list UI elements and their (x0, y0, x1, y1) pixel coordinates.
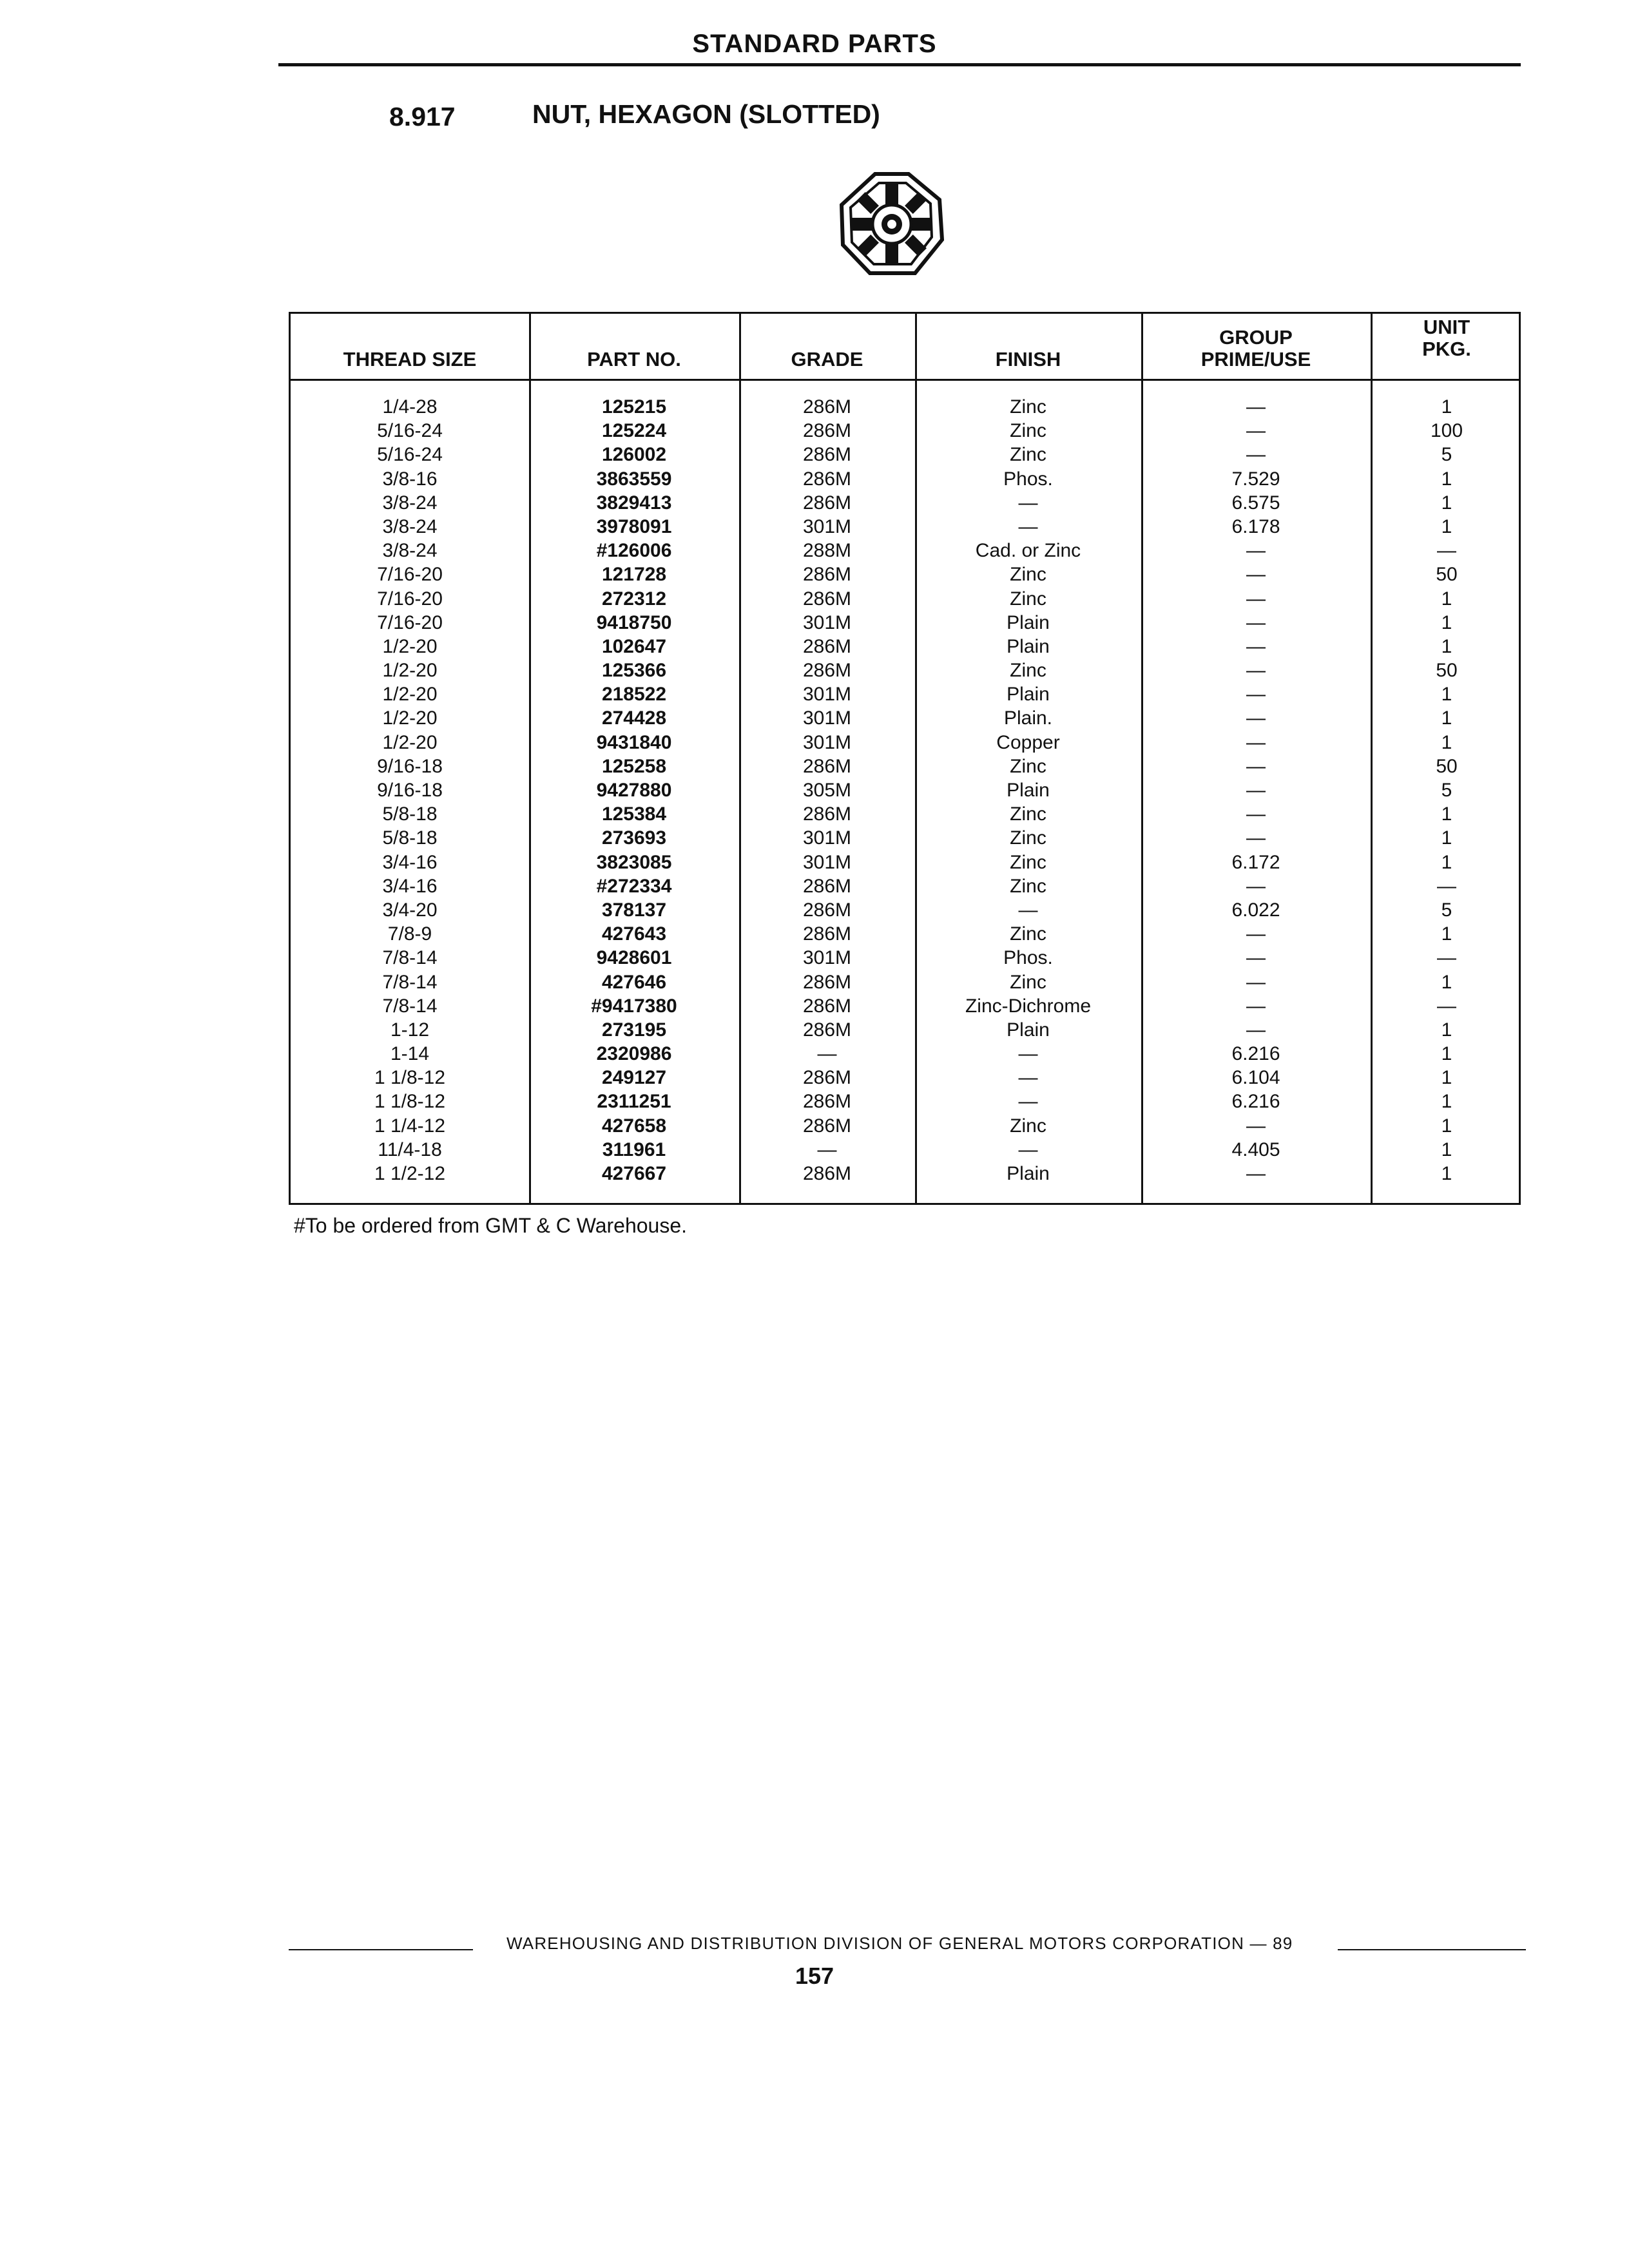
cell-part-no: #272334 (596, 875, 672, 897)
cell-group-prime-use: — (1246, 444, 1266, 466)
cell-thread-size: 1/4-28 (382, 396, 438, 418)
cell-thread-size: 1/2-20 (382, 635, 438, 657)
section-number: 8.917 (389, 102, 456, 131)
cell-unit-pkg: 1 (1441, 684, 1452, 706)
cell-finish: Copper (996, 731, 1060, 753)
cell-group-prime-use: 6.216 (1231, 1043, 1280, 1065)
table-row (291, 467, 1519, 491)
cell-group-prime-use: — (1246, 396, 1266, 418)
cell-group-prime-use: 6.178 (1231, 515, 1280, 537)
table-row (291, 802, 1519, 826)
cell-unit-pkg: — (1437, 540, 1456, 562)
cell-finish: Cad. or Zinc (975, 540, 1081, 562)
cell-thread-size: 3/8-16 (382, 468, 438, 490)
cell-thread-size: 5/8-18 (382, 803, 438, 825)
table-row (291, 419, 1519, 443)
cell-finish: Zinc (1010, 971, 1046, 993)
cell-grade: 286M (802, 995, 852, 1017)
cell-grade: 301M (802, 707, 852, 729)
cell-grade: 301M (802, 684, 852, 706)
col-header-group-line2: PRIME/USE (1200, 348, 1311, 371)
cell-finish: — (1018, 1091, 1038, 1113)
cell-unit-pkg: 1 (1441, 803, 1452, 825)
table-row (291, 850, 1519, 874)
table-row (291, 515, 1519, 539)
cell-group-prime-use: 6.022 (1231, 899, 1280, 921)
table-row (291, 706, 1519, 730)
table-row (291, 395, 1519, 419)
table-row (291, 562, 1519, 586)
cell-thread-size: 1-12 (390, 1019, 430, 1041)
header-rule (278, 63, 1521, 66)
cell-unit-pkg: 1 (1441, 588, 1452, 610)
cell-thread-size: 7/16-20 (377, 564, 443, 586)
cell-finish: Zinc-Dichrome (965, 995, 1092, 1017)
cell-grade: 286M (802, 755, 852, 777)
cell-unit-pkg: 1 (1441, 923, 1452, 945)
cell-grade: 286M (802, 635, 852, 657)
cell-unit-pkg: 1 (1441, 635, 1452, 657)
cell-thread-size: 1/2-20 (382, 707, 438, 729)
cell-part-no: 378137 (601, 899, 667, 921)
table-row (291, 1018, 1519, 1042)
cell-unit-pkg: 1 (1441, 1043, 1452, 1065)
table-row (291, 826, 1519, 850)
cell-group-prime-use: — (1246, 947, 1266, 969)
cell-finish: — (1018, 492, 1038, 514)
header-divider (291, 379, 1519, 381)
cell-grade: 286M (802, 420, 852, 442)
table-row (291, 611, 1519, 635)
cell-part-no: 218522 (601, 684, 667, 706)
cell-unit-pkg: 100 (1430, 420, 1463, 442)
cell-thread-size: 1 1/4-12 (374, 1115, 446, 1137)
cell-group-prime-use: 4.405 (1231, 1139, 1280, 1160)
cell-thread-size: 7/8-9 (387, 923, 432, 945)
cell-part-no: 272312 (601, 588, 667, 610)
cell-thread-size: 1-14 (390, 1043, 430, 1065)
table-row (291, 874, 1519, 898)
cell-grade: 286M (802, 899, 852, 921)
cell-finish: Plain (1007, 611, 1050, 633)
cell-thread-size: 1 1/2-12 (374, 1163, 446, 1184)
cell-finish: Plain (1007, 1019, 1050, 1041)
cell-grade: 286M (802, 564, 852, 586)
cell-group-prime-use: 7.529 (1231, 468, 1280, 490)
cell-unit-pkg: — (1437, 947, 1456, 969)
cell-unit-pkg: — (1437, 995, 1456, 1017)
cell-group-prime-use: — (1246, 971, 1266, 993)
footnote: #To be ordered from GMT & C Warehouse. (294, 1214, 688, 1237)
cell-unit-pkg: 5 (1441, 444, 1452, 466)
table-row (291, 1066, 1519, 1090)
cell-group-prime-use: — (1246, 564, 1266, 586)
cell-finish: Zinc (1010, 396, 1046, 418)
table-row (291, 491, 1519, 515)
cell-grade: 301M (802, 851, 852, 873)
cell-finish: — (1018, 1043, 1038, 1065)
cell-grade: 305M (802, 780, 852, 801)
cell-thread-size: 5/8-18 (382, 827, 438, 849)
cell-part-no: 3978091 (596, 515, 672, 537)
cell-thread-size: 7/8-14 (382, 947, 438, 969)
cell-unit-pkg: 1 (1441, 1115, 1452, 1137)
cell-thread-size: 3/8-24 (382, 492, 438, 514)
table-row (291, 587, 1519, 611)
cell-grade: 286M (802, 1067, 852, 1089)
cell-unit-pkg: 1 (1441, 827, 1452, 849)
cell-finish: — (1018, 1139, 1038, 1160)
table-row (291, 1138, 1519, 1162)
cell-grade: 286M (802, 468, 852, 490)
cell-finish: — (1018, 899, 1038, 921)
cell-part-no: 427667 (601, 1163, 667, 1184)
cell-unit-pkg: 50 (1436, 755, 1458, 777)
cell-unit-pkg: 1 (1441, 611, 1452, 633)
page-number: 157 (795, 1963, 834, 1989)
table-row (291, 898, 1519, 922)
cell-grade: 286M (802, 444, 852, 466)
cell-unit-pkg: 1 (1441, 1019, 1452, 1041)
cell-grade: 301M (802, 731, 852, 753)
cell-part-no: 311961 (602, 1139, 666, 1160)
cell-finish: Zinc (1010, 827, 1046, 849)
cell-group-prime-use: — (1246, 1115, 1266, 1137)
cell-thread-size: 7/16-20 (377, 588, 443, 610)
cell-part-no: 126002 (601, 444, 667, 466)
cell-thread-size: 5/16-24 (377, 444, 443, 466)
cell-part-no: 249127 (601, 1067, 667, 1089)
page-header-title: STANDARD PARTS (692, 30, 937, 58)
cell-group-prime-use: — (1246, 995, 1266, 1017)
cell-thread-size: 5/16-24 (377, 420, 443, 442)
cell-thread-size: 7/16-20 (377, 611, 443, 633)
cell-unit-pkg: 1 (1441, 1139, 1452, 1160)
cell-grade: 301M (802, 515, 852, 537)
cell-group-prime-use: 6.104 (1231, 1067, 1280, 1089)
cell-unit-pkg: 5 (1441, 899, 1452, 921)
cell-group-prime-use: 6.216 (1231, 1091, 1280, 1113)
cell-thread-size: 3/4-16 (382, 875, 438, 897)
cell-grade: 286M (802, 1019, 852, 1041)
cell-part-no: 3829413 (596, 492, 672, 514)
cell-group-prime-use: 6.575 (1231, 492, 1280, 514)
cell-finish: Zinc (1010, 444, 1046, 466)
cell-grade: — (817, 1043, 837, 1065)
cell-unit-pkg: — (1437, 875, 1456, 897)
cell-thread-size: 1/2-20 (382, 660, 438, 682)
table-row (291, 731, 1519, 754)
cell-group-prime-use: — (1246, 731, 1266, 753)
table-row (291, 1114, 1519, 1138)
cell-finish: Plain (1007, 780, 1050, 801)
cell-grade: 286M (802, 923, 852, 945)
cell-grade: 288M (802, 540, 852, 562)
table-row (291, 635, 1519, 658)
cell-unit-pkg: 1 (1441, 515, 1452, 537)
cell-unit-pkg: 5 (1441, 780, 1452, 801)
cell-unit-pkg: 1 (1441, 971, 1452, 993)
col-header-group-prime-use (1141, 314, 1371, 379)
cell-part-no: 9427880 (596, 780, 672, 801)
cell-finish: — (1018, 1067, 1038, 1089)
cell-finish: Zinc (1010, 851, 1046, 873)
cell-grade: 286M (802, 971, 852, 993)
cell-unit-pkg: 1 (1441, 707, 1452, 729)
cell-part-no: 274428 (601, 707, 667, 729)
slotted-hex-nut-icon (836, 169, 947, 280)
cell-unit-pkg: 1 (1441, 468, 1452, 490)
cell-finish: Phos. (1003, 947, 1053, 969)
cell-part-no: 427658 (601, 1115, 667, 1137)
cell-grade: 301M (802, 947, 852, 969)
parts-table (289, 312, 1521, 1205)
table-row (291, 1042, 1519, 1066)
cell-group-prime-use: — (1246, 780, 1266, 801)
cell-grade: 286M (802, 492, 852, 514)
cell-part-no: 427646 (601, 971, 667, 993)
cell-grade: 286M (802, 803, 852, 825)
cell-unit-pkg: 1 (1441, 396, 1452, 418)
cell-group-prime-use: — (1246, 635, 1266, 657)
cell-thread-size: 1 1/8-12 (374, 1067, 446, 1089)
cell-thread-size: 11/4-18 (378, 1139, 442, 1160)
cell-part-no: 125366 (601, 660, 667, 682)
cell-part-no: 9428601 (596, 947, 672, 969)
cell-thread-size: 9/16-18 (377, 755, 443, 777)
cell-finish: Plain (1007, 635, 1050, 657)
table-row (291, 658, 1519, 682)
cell-part-no: 9431840 (596, 731, 672, 753)
col-header-grade (739, 314, 915, 379)
cell-finish: Zinc (1010, 588, 1046, 610)
table-row (291, 778, 1519, 802)
cell-group-prime-use: — (1246, 611, 1266, 633)
table-row (291, 539, 1519, 562)
cell-grade: — (817, 1139, 837, 1160)
footer-rule-right (1338, 1949, 1526, 1950)
cell-part-no: #9417380 (591, 995, 677, 1017)
cell-unit-pkg: 50 (1436, 660, 1458, 682)
cell-part-no: 125258 (601, 755, 667, 777)
cell-unit-pkg: 50 (1436, 564, 1458, 586)
cell-group-prime-use: — (1246, 660, 1266, 682)
table-row (291, 922, 1519, 946)
cell-finish: Plain (1007, 1163, 1050, 1184)
table-row (291, 443, 1519, 466)
cell-part-no: 125384 (601, 803, 667, 825)
cell-group-prime-use: — (1246, 803, 1266, 825)
cell-group-prime-use: — (1246, 707, 1266, 729)
cell-unit-pkg: 1 (1441, 492, 1452, 514)
cell-group-prime-use: — (1246, 1019, 1266, 1041)
cell-thread-size: 1/2-20 (382, 684, 438, 706)
cell-thread-size: 3/4-16 (382, 851, 438, 873)
cell-part-no: 3823085 (596, 851, 672, 873)
cell-part-no: 2311251 (597, 1091, 671, 1113)
col-header-finish (915, 314, 1141, 379)
col-header-thread-size (291, 314, 529, 379)
cell-grade: 301M (802, 611, 852, 633)
cell-part-no: 3863559 (596, 468, 672, 490)
cell-group-prime-use: 6.172 (1231, 851, 1280, 873)
cell-thread-size: 3/8-24 (382, 515, 438, 537)
footer-text: WAREHOUSING AND DISTRIBUTION DIVISION OF GENERAL MOTORS CORPORATION — 89 (506, 1934, 1293, 1953)
cell-group-prime-use: — (1246, 540, 1266, 562)
cell-grade: 286M (802, 1091, 852, 1113)
cell-finish: Zinc (1010, 803, 1046, 825)
col-header-group-line1: GROUP (1219, 325, 1293, 349)
cell-part-no: 427643 (601, 923, 667, 945)
col-header-part-no (529, 314, 739, 379)
cell-part-no: 9418750 (596, 611, 672, 633)
cell-finish: Zinc (1010, 564, 1046, 586)
cell-thread-size: 7/8-14 (382, 995, 438, 1017)
cell-unit-pkg: 1 (1441, 1163, 1452, 1184)
cell-part-no: #126006 (596, 540, 672, 562)
cell-thread-size: 3/4-20 (382, 899, 438, 921)
cell-finish: Zinc (1010, 875, 1046, 897)
cell-unit-pkg: 1 (1441, 1067, 1452, 1089)
cell-part-no: 125224 (601, 420, 667, 442)
table-row (291, 682, 1519, 706)
cell-finish: — (1018, 515, 1038, 537)
cell-thread-size: 7/8-14 (382, 971, 438, 993)
col-header-finish-label: FINISH (995, 348, 1061, 371)
cell-grade: 286M (802, 588, 852, 610)
cell-grade: 301M (802, 827, 852, 849)
table-row (291, 1162, 1519, 1186)
cell-grade: 286M (802, 660, 852, 682)
cell-group-prime-use: — (1246, 827, 1266, 849)
section-title: NUT, HEXAGON (SLOTTED) (532, 99, 880, 129)
cell-unit-pkg: 1 (1441, 851, 1452, 873)
cell-part-no: 273693 (601, 827, 667, 849)
cell-thread-size: 3/8-24 (382, 540, 438, 562)
cell-finish: Plain. (1003, 707, 1053, 729)
table-body (291, 395, 1519, 1186)
cell-finish: Zinc (1010, 420, 1046, 442)
cell-part-no: 273195 (601, 1019, 667, 1041)
cell-group-prime-use: — (1246, 588, 1266, 610)
col-header-thread-size-label: THREAD SIZE (343, 348, 477, 371)
cell-part-no: 2320986 (596, 1043, 672, 1065)
col-header-part-no-label: PART NO. (587, 348, 681, 371)
cell-group-prime-use: — (1246, 755, 1266, 777)
cell-group-prime-use: — (1246, 923, 1266, 945)
cell-unit-pkg: 1 (1441, 731, 1452, 753)
cell-thread-size: 1/2-20 (382, 731, 438, 753)
table-row (291, 970, 1519, 994)
cell-group-prime-use: — (1246, 875, 1266, 897)
cell-group-prime-use: — (1246, 1163, 1266, 1184)
cell-group-prime-use: — (1246, 684, 1266, 706)
col-header-unit-line2: PKG. (1422, 338, 1471, 361)
cell-finish: Zinc (1010, 1115, 1046, 1137)
cell-grade: 286M (802, 875, 852, 897)
col-header-unit-line1: UNIT (1423, 315, 1470, 338)
cell-finish: Zinc (1010, 755, 1046, 777)
cell-unit-pkg: 1 (1441, 1091, 1452, 1113)
cell-part-no: 102647 (601, 635, 667, 657)
table-row (291, 754, 1519, 778)
col-header-grade-label: GRADE (791, 348, 863, 371)
cell-grade: 286M (802, 396, 852, 418)
table-row (291, 946, 1519, 970)
cell-grade: 286M (802, 1115, 852, 1137)
footer-rule-left (289, 1949, 473, 1950)
cell-finish: Zinc (1010, 923, 1046, 945)
cell-grade: 286M (802, 1163, 852, 1184)
cell-finish: Plain (1007, 684, 1050, 706)
cell-thread-size: 1 1/8-12 (374, 1091, 446, 1113)
table-row (291, 994, 1519, 1018)
col-header-unit-pkg (1371, 314, 1523, 379)
cell-part-no: 125215 (601, 396, 667, 418)
cell-finish: Zinc (1010, 660, 1046, 682)
cell-finish: Phos. (1003, 468, 1053, 490)
cell-group-prime-use: — (1246, 420, 1266, 442)
cell-part-no: 121728 (601, 564, 667, 586)
cell-thread-size: 9/16-18 (377, 780, 443, 801)
table-row (291, 1090, 1519, 1113)
